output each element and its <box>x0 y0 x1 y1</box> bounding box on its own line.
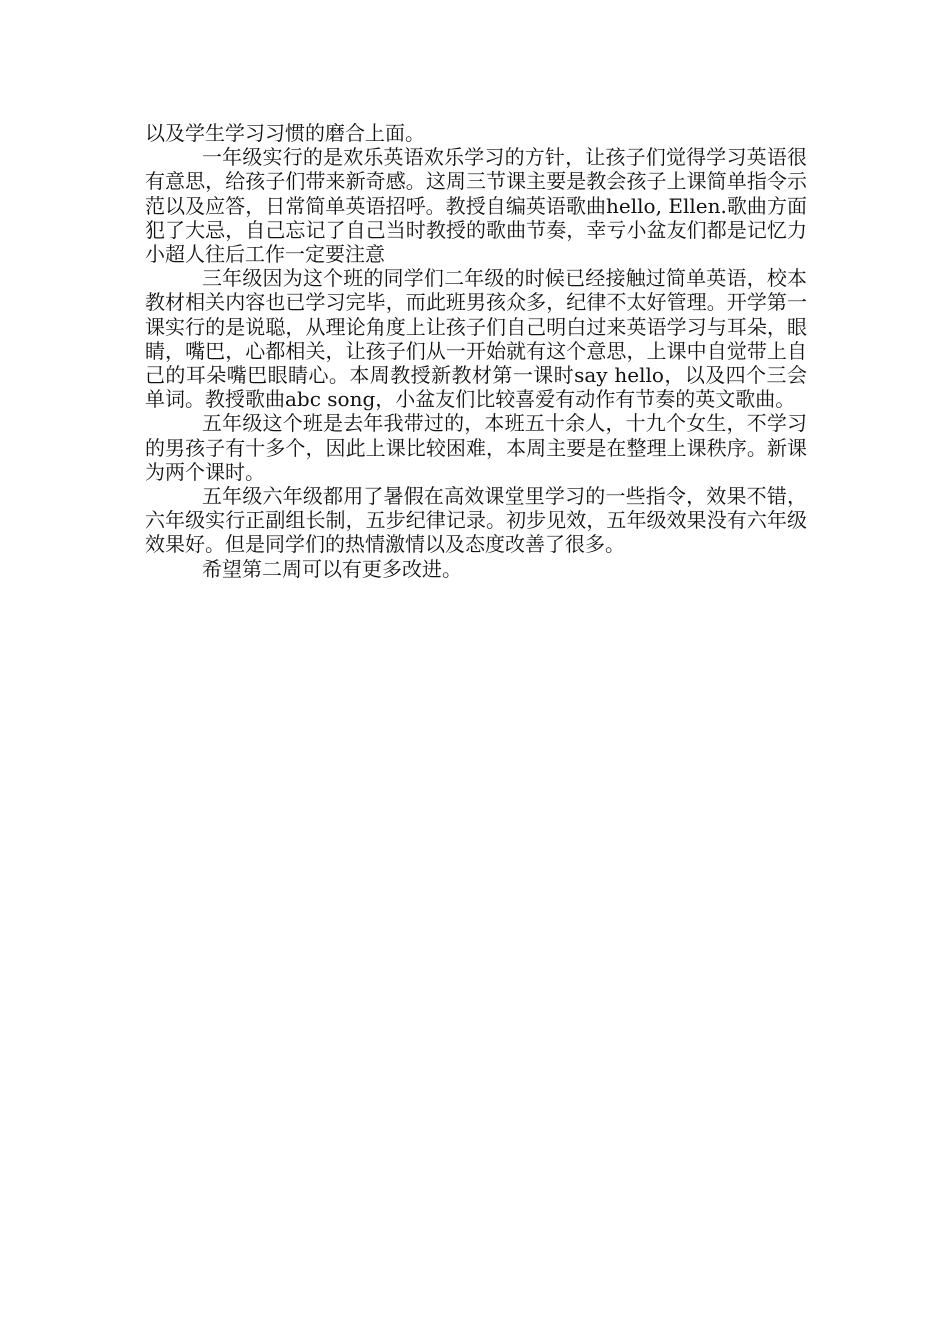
paragraph-grade-one: 一年级实行的是欢乐英语欢乐学习的方针，让孩子们觉得学习英语很有意思，给孩子们带来新奇感。这周三节课主要是教会孩子上课简单指令示范以及应答，日常简单英语招呼。教授自编英语歌曲hello, Ellen.歌曲方面犯了大忌，自己忘记了自己当时教授的歌曲节奏，幸亏小盆友们都是记忆力小超人往后工作一定要注意 <box>145 145 807 267</box>
paragraph-grade-five-six: 五年级六年级都用了暑假在高效课堂里学习的一些指令，效果不错，六年级实行正副组长制，五步纪律记录。初步见效，五年级效果没有六年级效果好。但是同学们的热情激情以及态度改善了很多。 <box>145 484 807 557</box>
paragraph-closing: 希望第二周可以有更多改进。 <box>202 556 462 581</box>
paragraph-grade-three: 三年级因为这个班的同学们二年级的时候已经接触过简单英语，校本教材相关内容也已学习完毕，而此班男孩众多，纪律不太好管理。开学第一课实行的是说聪，从理论角度上让孩子们自己明白过来英语学习与耳朵，眼睛，嘴巴，心都相关，让孩子们从一开始就有这个意思，上课中自觉带上自己的耳朵嘴巴眼睛心。本周教授新教材第一课时say hello，以及四个三会单词。教授歌曲abc song，小盆友们比较喜爱有动作有节奏的英文歌曲。 <box>145 266 807 412</box>
paragraph-grade-five: 五年级这个班是去年我带过的，本班五十余人，十九个女生，不学习的男孩子有十多个，因此上课比较困难，本周主要是在整理上课秩序。新课为两个课时。 <box>145 411 807 484</box>
paragraph-continuation: 以及学生学习习惯的磨合上面。 <box>145 121 425 145</box>
document-body <box>145 121 807 581</box>
